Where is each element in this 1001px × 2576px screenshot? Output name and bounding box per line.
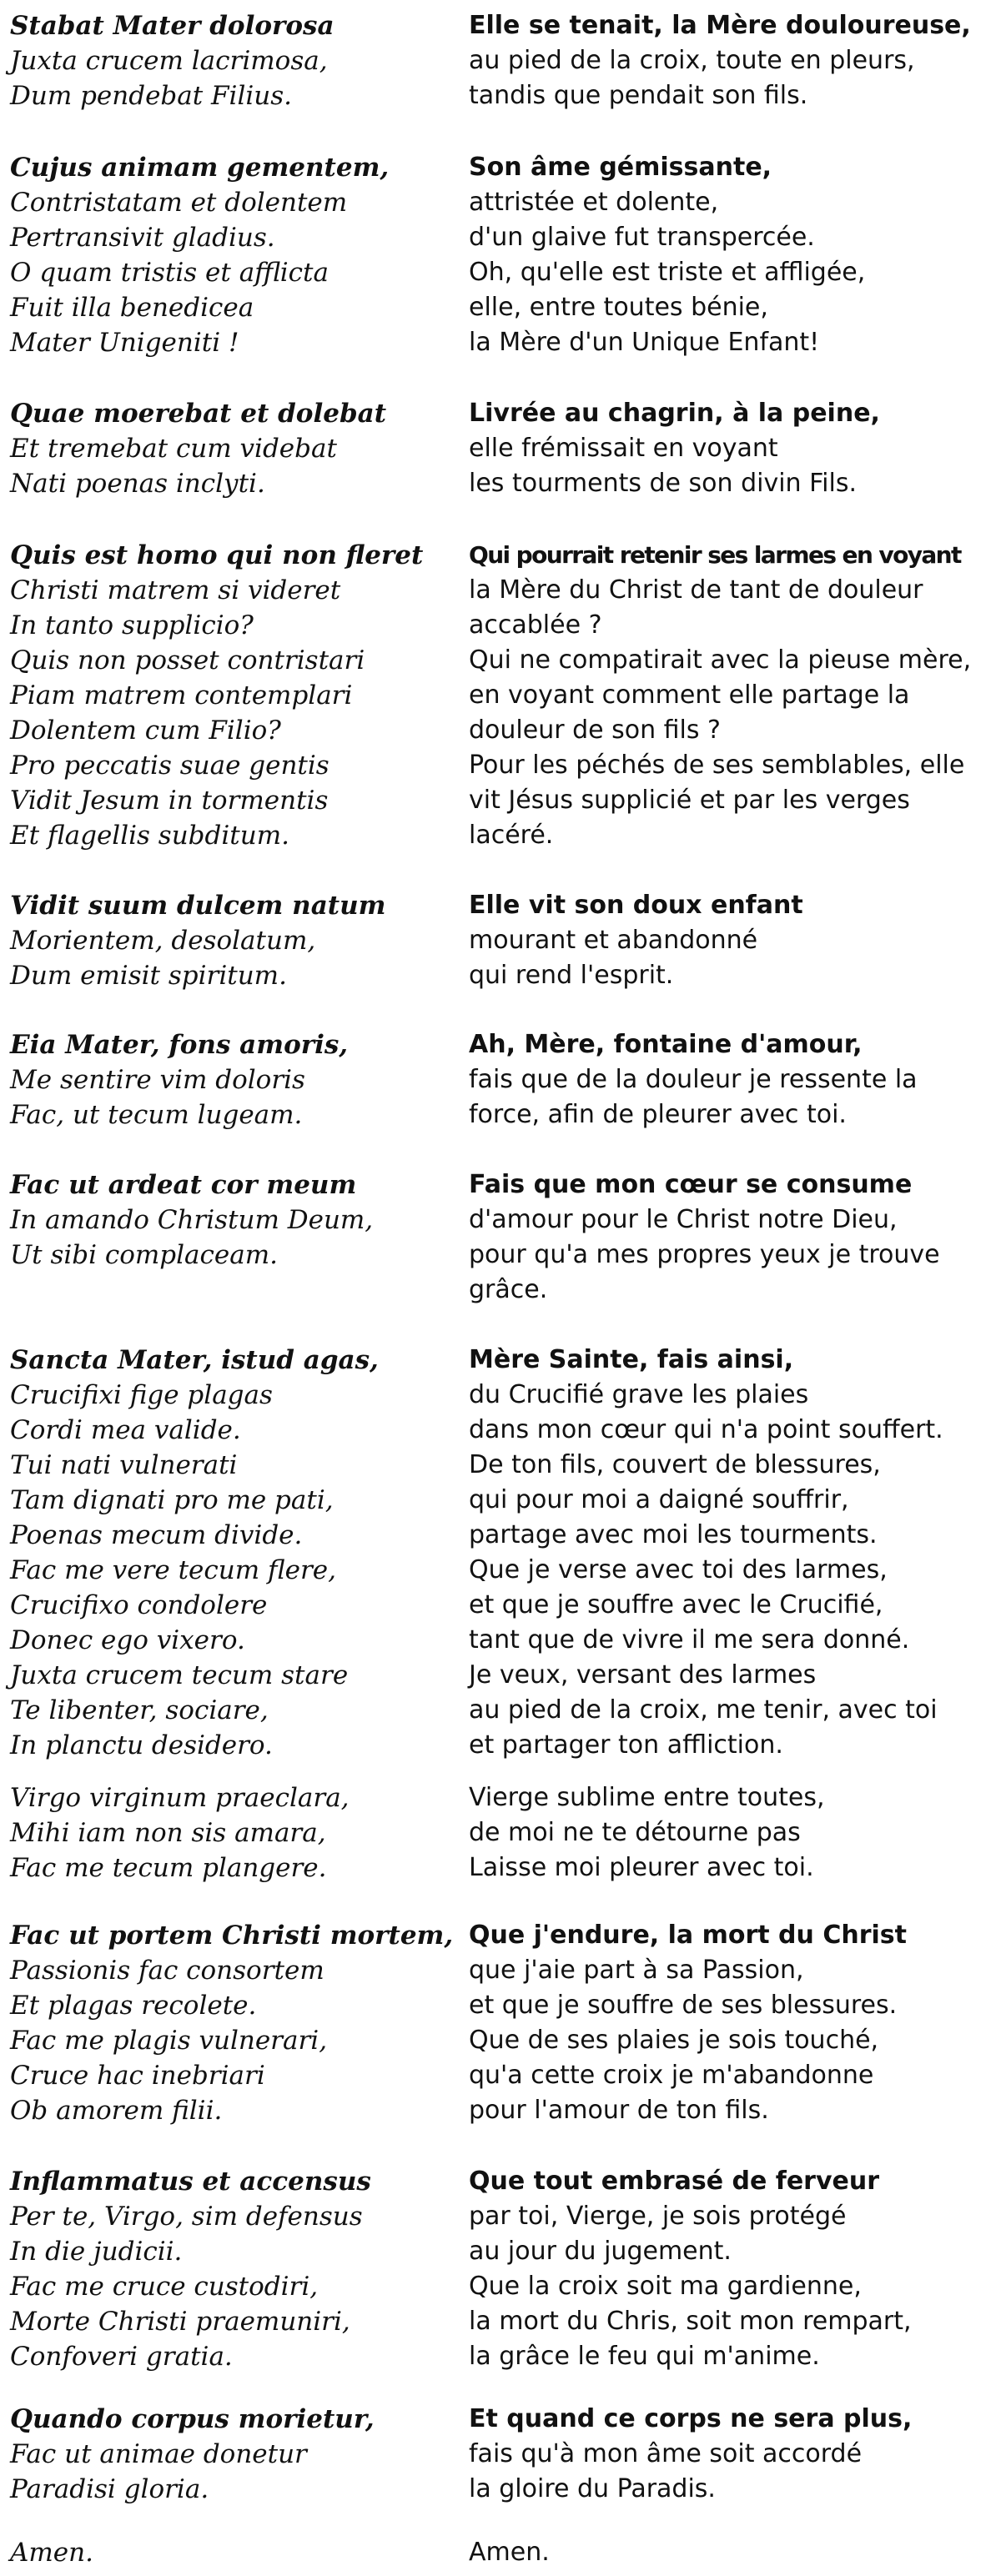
french-line: et que je souffre de ses blessures. (469, 1991, 898, 2020)
french-line: De ton fils, couvert de blessures, (469, 1450, 881, 1479)
french-line: lacéré. (469, 821, 554, 850)
latin-line: Vidit suum dulcem natum (10, 891, 386, 921)
french-line: la grâce le feu qui m'anime. (469, 2342, 820, 2371)
latin-line: Fac me plagis vulnerari, (10, 2026, 328, 2056)
latin-line: Pertransivit gladius. (10, 223, 275, 253)
french-line: dans mon cœur qui n'a point souffert. (469, 1415, 943, 1444)
french-verse (469, 8, 994, 113)
french-verse (469, 1918, 994, 2128)
french-line: force, afin de pleurer avec toi. (469, 1100, 847, 1129)
french-line: la Mère du Christ de tant de douleur (469, 575, 923, 605)
latin-line: In amando Christum Deum, (10, 1205, 374, 1235)
latin-line: Juxta crucem lacrimosa, (10, 46, 328, 76)
french-line: au pied de la croix, toute en pleurs, (469, 46, 915, 75)
french-verse (469, 538, 994, 853)
french-verse (469, 396, 994, 501)
latin-verse (10, 2164, 460, 2374)
french-verse (469, 150, 994, 360)
latin-line: Ob amorem filii. (10, 2096, 223, 2126)
french-line: au pied de la croix, me tenir, avec toi (469, 1695, 938, 1725)
latin-line: Eia Mater, fons amoris, (10, 1030, 349, 1060)
french-verse (469, 1343, 994, 1763)
french-line: Livrée au chagrin, à la peine, (469, 399, 880, 428)
french-line: qui rend l'esprit. (469, 961, 674, 990)
french-line: Laisse moi pleurer avec toi. (469, 1853, 814, 1882)
latin-line: Virgo virginum praeclara, (10, 1783, 350, 1813)
french-line: la mort du Chris, soit mon rempart, (469, 2307, 912, 2336)
latin-line: Fac me tecum plangere. (10, 1853, 327, 1883)
french-line: par toi, Vierge, je sois protégé (469, 2202, 847, 2231)
french-line: attristée et dolente, (469, 188, 719, 217)
french-line: Que la croix soit ma gardienne, (469, 2272, 862, 2301)
latin-line: Donec ego vixero. (10, 1625, 245, 1655)
french-line: Que de ses plaies je sois touché, (469, 2026, 879, 2055)
latin-line: Fac ut ardeat cor meum (10, 1170, 357, 1200)
french-line: Que tout embrasé de ferveur (469, 2167, 880, 2196)
french-line: vit Jésus supplicié et par les verges (469, 786, 910, 815)
latin-line: In tanto supplicio? (10, 610, 254, 640)
latin-line: Pro peccatis suae gentis (10, 751, 329, 781)
french-verse (469, 2535, 994, 2570)
latin-line: Ut sibi complaceam. (10, 1240, 278, 1270)
french-line: accablée ? (469, 610, 602, 640)
latin-line: Piam matrem contemplari (10, 680, 353, 711)
french-line: la Mère d'un Unique Enfant! (469, 328, 820, 357)
french-line: tandis que pendait son fils. (469, 81, 808, 110)
latin-line: In die judicii. (10, 2237, 183, 2267)
french-line: les tourments de son divin Fils. (469, 469, 858, 498)
latin-line: Inflammatus et accensus (10, 2167, 371, 2197)
latin-line: Juxta crucem tecum stare (10, 1660, 349, 1690)
latin-line: Cruce hac inebriari (10, 2061, 265, 2091)
french-line: que j'aie part à sa Passion, (469, 1956, 804, 1985)
french-line: partage avec moi les tourments. (469, 1520, 878, 1549)
latin-line: Tam dignati pro me pati, (10, 1485, 334, 1515)
french-line: Son âme gémissante, (469, 153, 772, 182)
french-line: Elle se tenait, la Mère douloureuse, (469, 11, 971, 40)
latin-verse (10, 1343, 460, 1763)
french-amen: Amen. (469, 2538, 550, 2567)
french-line: Ah, Mère, fontaine d'amour, (469, 1030, 863, 1059)
latin-line: Christi matrem si videret (10, 575, 341, 605)
latin-verse (10, 2402, 460, 2507)
french-line: pour qu'a mes propres yeux je trouve (469, 1240, 940, 1269)
latin-line: Crucifixo condolere (10, 1590, 268, 1620)
french-line: Que je verse avec toi des larmes, (469, 1555, 888, 1584)
latin-line: Sancta Mater, istud agas, (10, 1345, 379, 1375)
french-line: la gloire du Paradis. (469, 2474, 716, 2503)
french-line: mourant et abandonné (469, 926, 758, 955)
latin-line: Cujus animam gementem, (10, 153, 390, 183)
french-line: d'amour pour le Christ notre Dieu, (469, 1205, 898, 1234)
french-verse (469, 2164, 994, 2374)
latin-line: Poenas mecum divide. (10, 1520, 303, 1550)
french-line: pour l'amour de ton fils. (469, 2096, 769, 2125)
french-line: et partager ton affliction. (469, 1730, 783, 1760)
latin-line: Fac, ut tecum lugeam. (10, 1100, 303, 1130)
latin-line: Et plagas recolete. (10, 1991, 257, 2021)
latin-verse (10, 538, 460, 853)
french-line: Oh, qu'elle est triste et affligée, (469, 258, 866, 287)
french-line: d'un glaive fut transpercée. (469, 223, 815, 252)
latin-line: Fuit illa benedicea (10, 293, 254, 323)
latin-line: Mihi iam non sis amara, (10, 1818, 326, 1848)
french-line: et que je souffre avec le Crucifié, (469, 1590, 883, 1619)
french-line: au jour du jugement. (469, 2237, 732, 2266)
french-line: Pour les péchés de ses semblables, elle (469, 751, 965, 780)
french-line: elle frémissait en voyant (469, 434, 778, 463)
french-verse (469, 888, 994, 993)
latin-line: Morte Christi praemuniri, (10, 2307, 350, 2337)
french-line: Que j'endure, la mort du Christ (469, 1921, 907, 1950)
french-line: grâce. (469, 1275, 548, 1304)
latin-line: Crucifixi fige plagas (10, 1380, 273, 1410)
french-line: Qui pourrait retenir ses larmes en voyant (469, 541, 961, 569)
latin-line: Fac me vere tecum flere, (10, 1555, 336, 1585)
latin-line: Mater Unigeniti ! (10, 328, 239, 358)
latin-line: Vidit Jesum in tormentis (10, 786, 329, 816)
french-verse (469, 1027, 994, 1132)
latin-line: Te libenter, sociare, (10, 1695, 269, 1725)
latin-verse (10, 396, 460, 501)
latin-verse (10, 1918, 460, 2128)
latin-line: Paradisi gloria. (10, 2474, 209, 2504)
french-line: tant que de vivre il me sera donné. (469, 1625, 910, 1655)
french-line: du Crucifié grave les plaies (469, 1380, 809, 1409)
latin-line: Fac me cruce custodiri, (10, 2272, 319, 2302)
french-line: Mère Sainte, fais ainsi, (469, 1345, 794, 1374)
latin-line: Et tremebat cum videbat (10, 434, 337, 464)
french-line: Et quand ce corps ne sera plus, (469, 2404, 913, 2433)
latin-line: Cordi mea valide. (10, 1415, 241, 1445)
latin-amen: Amen. (10, 2538, 93, 2568)
latin-line: Me sentire vim doloris (10, 1065, 305, 1095)
latin-line: Passionis fac consortem (10, 1956, 324, 1986)
french-line: Vierge sublime entre toutes, (469, 1783, 825, 1812)
latin-line: Et flagellis subditum. (10, 821, 289, 851)
latin-line: Quae moerebat et dolebat (10, 399, 387, 429)
latin-line: Quando corpus morietur, (10, 2404, 375, 2434)
french-line: Qui ne compatirait avec la pieuse mère, (469, 645, 972, 675)
latin-verse (10, 8, 460, 113)
french-line: fais que de la douleur je ressente la (469, 1065, 918, 1094)
latin-line: Stabat Mater dolorosa (10, 11, 335, 41)
latin-line: Quis est homo qui non fleret (10, 540, 424, 570)
latin-line: Quis non posset contristari (10, 645, 365, 675)
latin-line: Dum emisit spiritum. (10, 961, 287, 991)
latin-line: Dum pendebat Filius. (10, 81, 293, 111)
french-line: en voyant comment elle partage la (469, 680, 910, 710)
french-line: qu'a cette croix je m'abandonne (469, 2061, 874, 2090)
french-line: qui pour moi a daigné souffrir, (469, 1485, 849, 1514)
latin-verse (10, 1167, 460, 1273)
french-line: douleur de son fils ? (469, 716, 721, 745)
french-line: Fais que mon cœur se consume (469, 1170, 913, 1199)
latin-line: Tui nati vulnerati (10, 1450, 238, 1480)
french-line: Je veux, versant des larmes (469, 1660, 817, 1690)
latin-line: Contristatam et dolentem (10, 188, 348, 218)
french-verse (469, 1167, 994, 1308)
latin-line: Fac ut animae donetur (10, 2439, 307, 2469)
latin-line: Per te, Virgo, sim defensus (10, 2202, 363, 2232)
latin-line: O quam tristis et afflicta (10, 258, 329, 288)
latin-line: In planctu desidero. (10, 1730, 273, 1760)
latin-verse (10, 1027, 460, 1132)
latin-line: Fac ut portem Christi mortem, (10, 1921, 454, 1951)
french-line: fais qu'à mon âme soit accordé (469, 2439, 863, 2468)
latin-line: Morientem, desolatum, (10, 926, 316, 956)
latin-verse (10, 150, 460, 360)
latin-verse (10, 2535, 460, 2570)
latin-line: Dolentem cum Filio? (10, 716, 281, 746)
latin-line: Confoveri gratia. (10, 2342, 233, 2372)
latin-line: Nati poenas inclyti. (10, 469, 265, 499)
french-line: Elle vit son doux enfant (469, 891, 803, 920)
french-line: de moi ne te détourne pas (469, 1818, 801, 1847)
latin-verse (10, 888, 460, 993)
french-verse (469, 1780, 994, 1886)
french-line: elle, entre toutes bénie, (469, 293, 768, 322)
french-verse (469, 2402, 994, 2507)
latin-verse (10, 1780, 460, 1886)
